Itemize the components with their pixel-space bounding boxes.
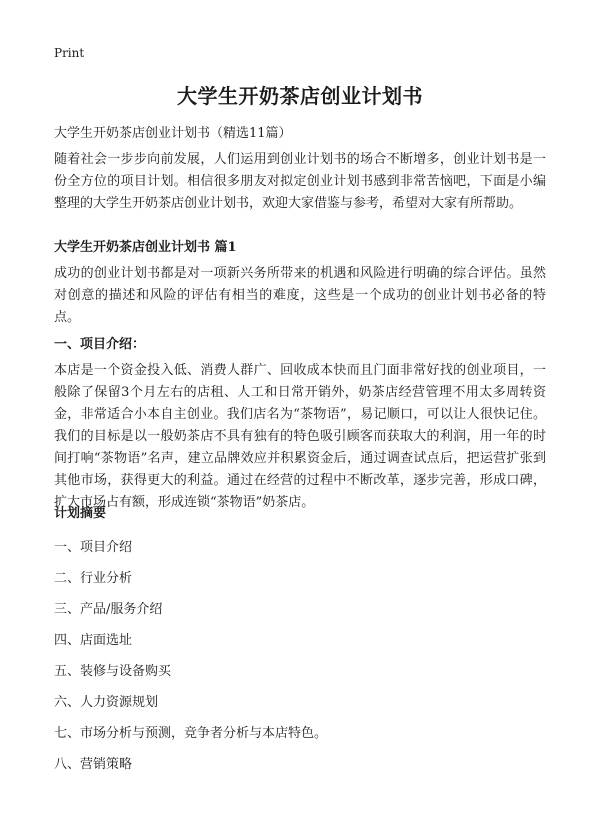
section-paragraph: 成功的创业计划书都是对一项新兴务所带来的机遇和风险进行明确的综合评估。虽然对创意的描述和风险的评估有相当的难度，这些是一个成功的创业计划书必备的特点。 bbox=[54, 266, 546, 325]
project-heading: 一、项目介绍： bbox=[54, 337, 146, 352]
toc-item: 四、店面选址 bbox=[54, 633, 133, 648]
toc-item: 三、产品/服务介绍 bbox=[54, 602, 163, 617]
print-link[interactable]: Print bbox=[54, 46, 85, 60]
summary-heading: 计划摘要 bbox=[54, 506, 107, 521]
page-subtitle: 大学生开奶茶店创业计划书（精选11篇） bbox=[54, 126, 292, 141]
page-title: 大学生开奶茶店创业计划书 bbox=[177, 84, 423, 108]
toc-item: 一、项目介绍 bbox=[54, 540, 133, 555]
toc-item: 八、营销策略 bbox=[54, 757, 133, 772]
toc-item: 五、装修与设备购买 bbox=[54, 664, 172, 679]
project-paragraph: 本店是一个资金投入低、消费人群广、回收成本快而且门面非常好找的创业项目，一般除了保留3个月左右的店租、人工和日常开销外，奶茶店经营管理不用太多周转资金，非常适合小本自主创业。我们店名为“茶物语”，易记顺口，可以让人很快记住。我们的目标是以一般奶茶店不具有独有的特色吸引顾客而获取大的利润，用一年的时间打响“茶物语”名声，建立品牌效应并积累资金后，通过调查试点后，把运营扩张到其他市场，获得更大的利益。通过在经营的过程中不断改革，逐步完善，形成口碑，扩大市场占有额，形成连锁“茶物语”奶茶店。 bbox=[54, 363, 546, 510]
toc-item: 六、人力资源规划 bbox=[54, 695, 159, 710]
intro-paragraph: 随着社会一步步向前发展，人们运用到创业计划书的场合不断增多，创业计划书是一份全方位的项目计划。相信很多朋友对拟定创业计划书感到非常苦恼吧，下面是小编整理的大学生开奶茶店创业计划书，欢迎大家借鉴与参考，希望对大家有所帮助。 bbox=[54, 152, 546, 211]
toc-item: 七、市场分析与预测，竞争者分析与本店特色。 bbox=[54, 726, 328, 741]
toc-item: 二、行业分析 bbox=[54, 571, 133, 586]
section-heading: 大学生开奶茶店创业计划书 篇1 bbox=[54, 240, 237, 255]
